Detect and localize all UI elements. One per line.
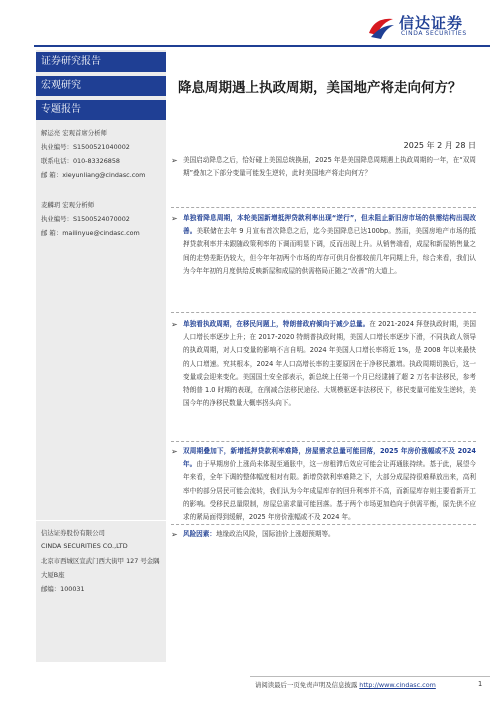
summary-paragraph-5 xyxy=(183,528,476,541)
paragraph-separator xyxy=(171,312,476,313)
analyst1-email[interactable]: 邮 箱：xieyunliang@cindasc.com xyxy=(41,171,146,179)
p2-lead: 单独看降息周期，本轮美国新增抵押贷款利率出现“逆行”，但未阻止新旧房市场的供需结构出现改善。 xyxy=(183,214,476,236)
category-special-report: 专题报告 xyxy=(36,100,166,120)
analyst1-phone: 联系电话：010-83326858 xyxy=(41,157,120,165)
summary-paragraph-2 xyxy=(183,212,476,278)
report-title: 降息周期遇上执政周期，美国地产将走向何方？ xyxy=(178,80,462,96)
p2-text: 美联储在去年 9 月宣布首次降息之后，迄今美国降息已达100bp。然而，美国房地产市场的抵押贷款利率并未跟随政策利率的下调而明显下调，反而出现上升。从销售端看，成屋和新屋销售量之间的走势差距仍较大，但今年年初两个市场的库存可供月份都较前几年同期上升，综合来看，我们认为今年年初的月度供给反映新屋和成屋的供需格局正随之“改善”的大道上。 xyxy=(183,227,477,275)
footer-disclaimer xyxy=(255,680,436,689)
paragraph-separator xyxy=(171,207,476,208)
bullet-icon: ➢ xyxy=(171,530,178,539)
footer-website-link[interactable]: http://www.cindasc.com xyxy=(359,681,436,689)
category-macro-research: 宏观研究 xyxy=(36,76,166,96)
p4-text: 由于早期房价上涨尚未体现至通胀中，这一房租滞后效应可能会让再通胀持续。基于此，展望今年来看，全年下调的整体幅度相对有限。新增贷款利率难降之下，大部分成屋持很难释放出来，高利率中的部分居民可能会流转，我们认为今年成屋库存的回升利率并不高，而新屋库存则主要看新开工的影响。受移民总量限制，房屋总需求量可能回落。基于两个市场更加趋向于供需平衡，原先供不应求的紧局面得到缓解，2025 年房价涨幅或不及 2024 年。 xyxy=(183,460,477,522)
company-address-line2: 大厦B座 xyxy=(41,571,65,579)
paragraph-separator xyxy=(171,524,476,525)
footer-text: 请阅读最后一页免责声明及信息披露 xyxy=(255,681,358,689)
p3-lead: 单独看执政周期，在移民问题上，特朗普政府倾向于减少总量。 xyxy=(183,320,370,328)
summary-paragraph-1 xyxy=(183,154,476,180)
analyst2-name: 麦麟玥 宏观分析师 xyxy=(41,201,95,209)
summary-paragraph-4 xyxy=(183,445,476,524)
bullet-icon: ➢ xyxy=(171,447,178,456)
p3-text: 在 2021-2024 拜登执政时期，美国人口增长率逐步上升；在 2017-2020 特朗普执政时期，美国人口增长率逐步下滑，不同执政人领导的执政周期，对人口变量的影响不言自明。2024 年美国人口增长率将近 1%，是 2008 年以来最快的人口增速。究其根本，2024 年人口高增长率的主要原因在于净移民激增。执政周期切换后，这一变量或会迎来变化。美国国土安全部表示，新总统上任第一个月已经逮捕了超 2 万名非法移民，参考特朗普 1.0 时期的表现，在削减合法移民途径、大规模驱逐非法移民下，移民变量可能发生逆转，美国今年的净移民数量大概率拐头向下。 xyxy=(183,320,476,408)
company-postcode: 邮编：100031 xyxy=(41,585,85,593)
cinda-logo-icon xyxy=(367,13,395,41)
bullet-icon: ➢ xyxy=(171,214,178,223)
p1-text: 美国启动降息之后，恰好碰上美国总统换届，2025 年是美国降息周期遇上执政周期的一年，在“双周期”叠加之下部分变量可能发生逆转，此时美国地产将走向何方？ xyxy=(183,156,476,178)
company-name-cn: 信达证券股份有限公司 xyxy=(41,529,105,537)
cinda-logo xyxy=(365,12,490,42)
page-number: 1 xyxy=(478,680,483,688)
analyst2-license: 执业编号：S1500524070002 xyxy=(41,215,130,223)
sidebar-divider xyxy=(36,520,166,521)
company-name-en: CINDA SECURITIES CO.,LTD xyxy=(41,542,128,550)
logo-name-cn: 信达证券 xyxy=(399,14,464,32)
p5-text: 地缘政治风险，国际油价上涨超预期等。 xyxy=(215,530,335,538)
report-date: 2025 年 2 月 28 日 xyxy=(403,141,476,150)
footer-rule xyxy=(250,676,490,677)
analyst1-name: 解运亮 宏观首席分析师 xyxy=(41,129,107,137)
header-rule xyxy=(34,45,490,47)
bullet-icon: ➢ xyxy=(171,156,178,165)
analyst1-license: 执业编号：S1500521040002 xyxy=(41,143,130,151)
paragraph-separator xyxy=(171,441,476,442)
analyst2-email[interactable]: 邮 箱：mailinyue@cindasc.com xyxy=(41,229,140,237)
category-securities-research: 证券研究报告 xyxy=(36,52,166,72)
sidebar xyxy=(36,50,166,662)
company-address-line1: 北京市西城区宣武门西大街甲 127 号金隅 xyxy=(41,557,160,565)
logo-name-en: CINDA SECURITIES xyxy=(401,30,467,37)
p4-lead: 双周期叠加下，新增抵押贷款利率难降，房屋需求总量可能回落，2025 年房价涨幅或不及 2024 年。 xyxy=(183,447,476,469)
bullet-icon: ➢ xyxy=(171,320,178,329)
p5-lead: 风险因素： xyxy=(183,530,216,538)
summary-paragraph-3 xyxy=(183,318,476,410)
